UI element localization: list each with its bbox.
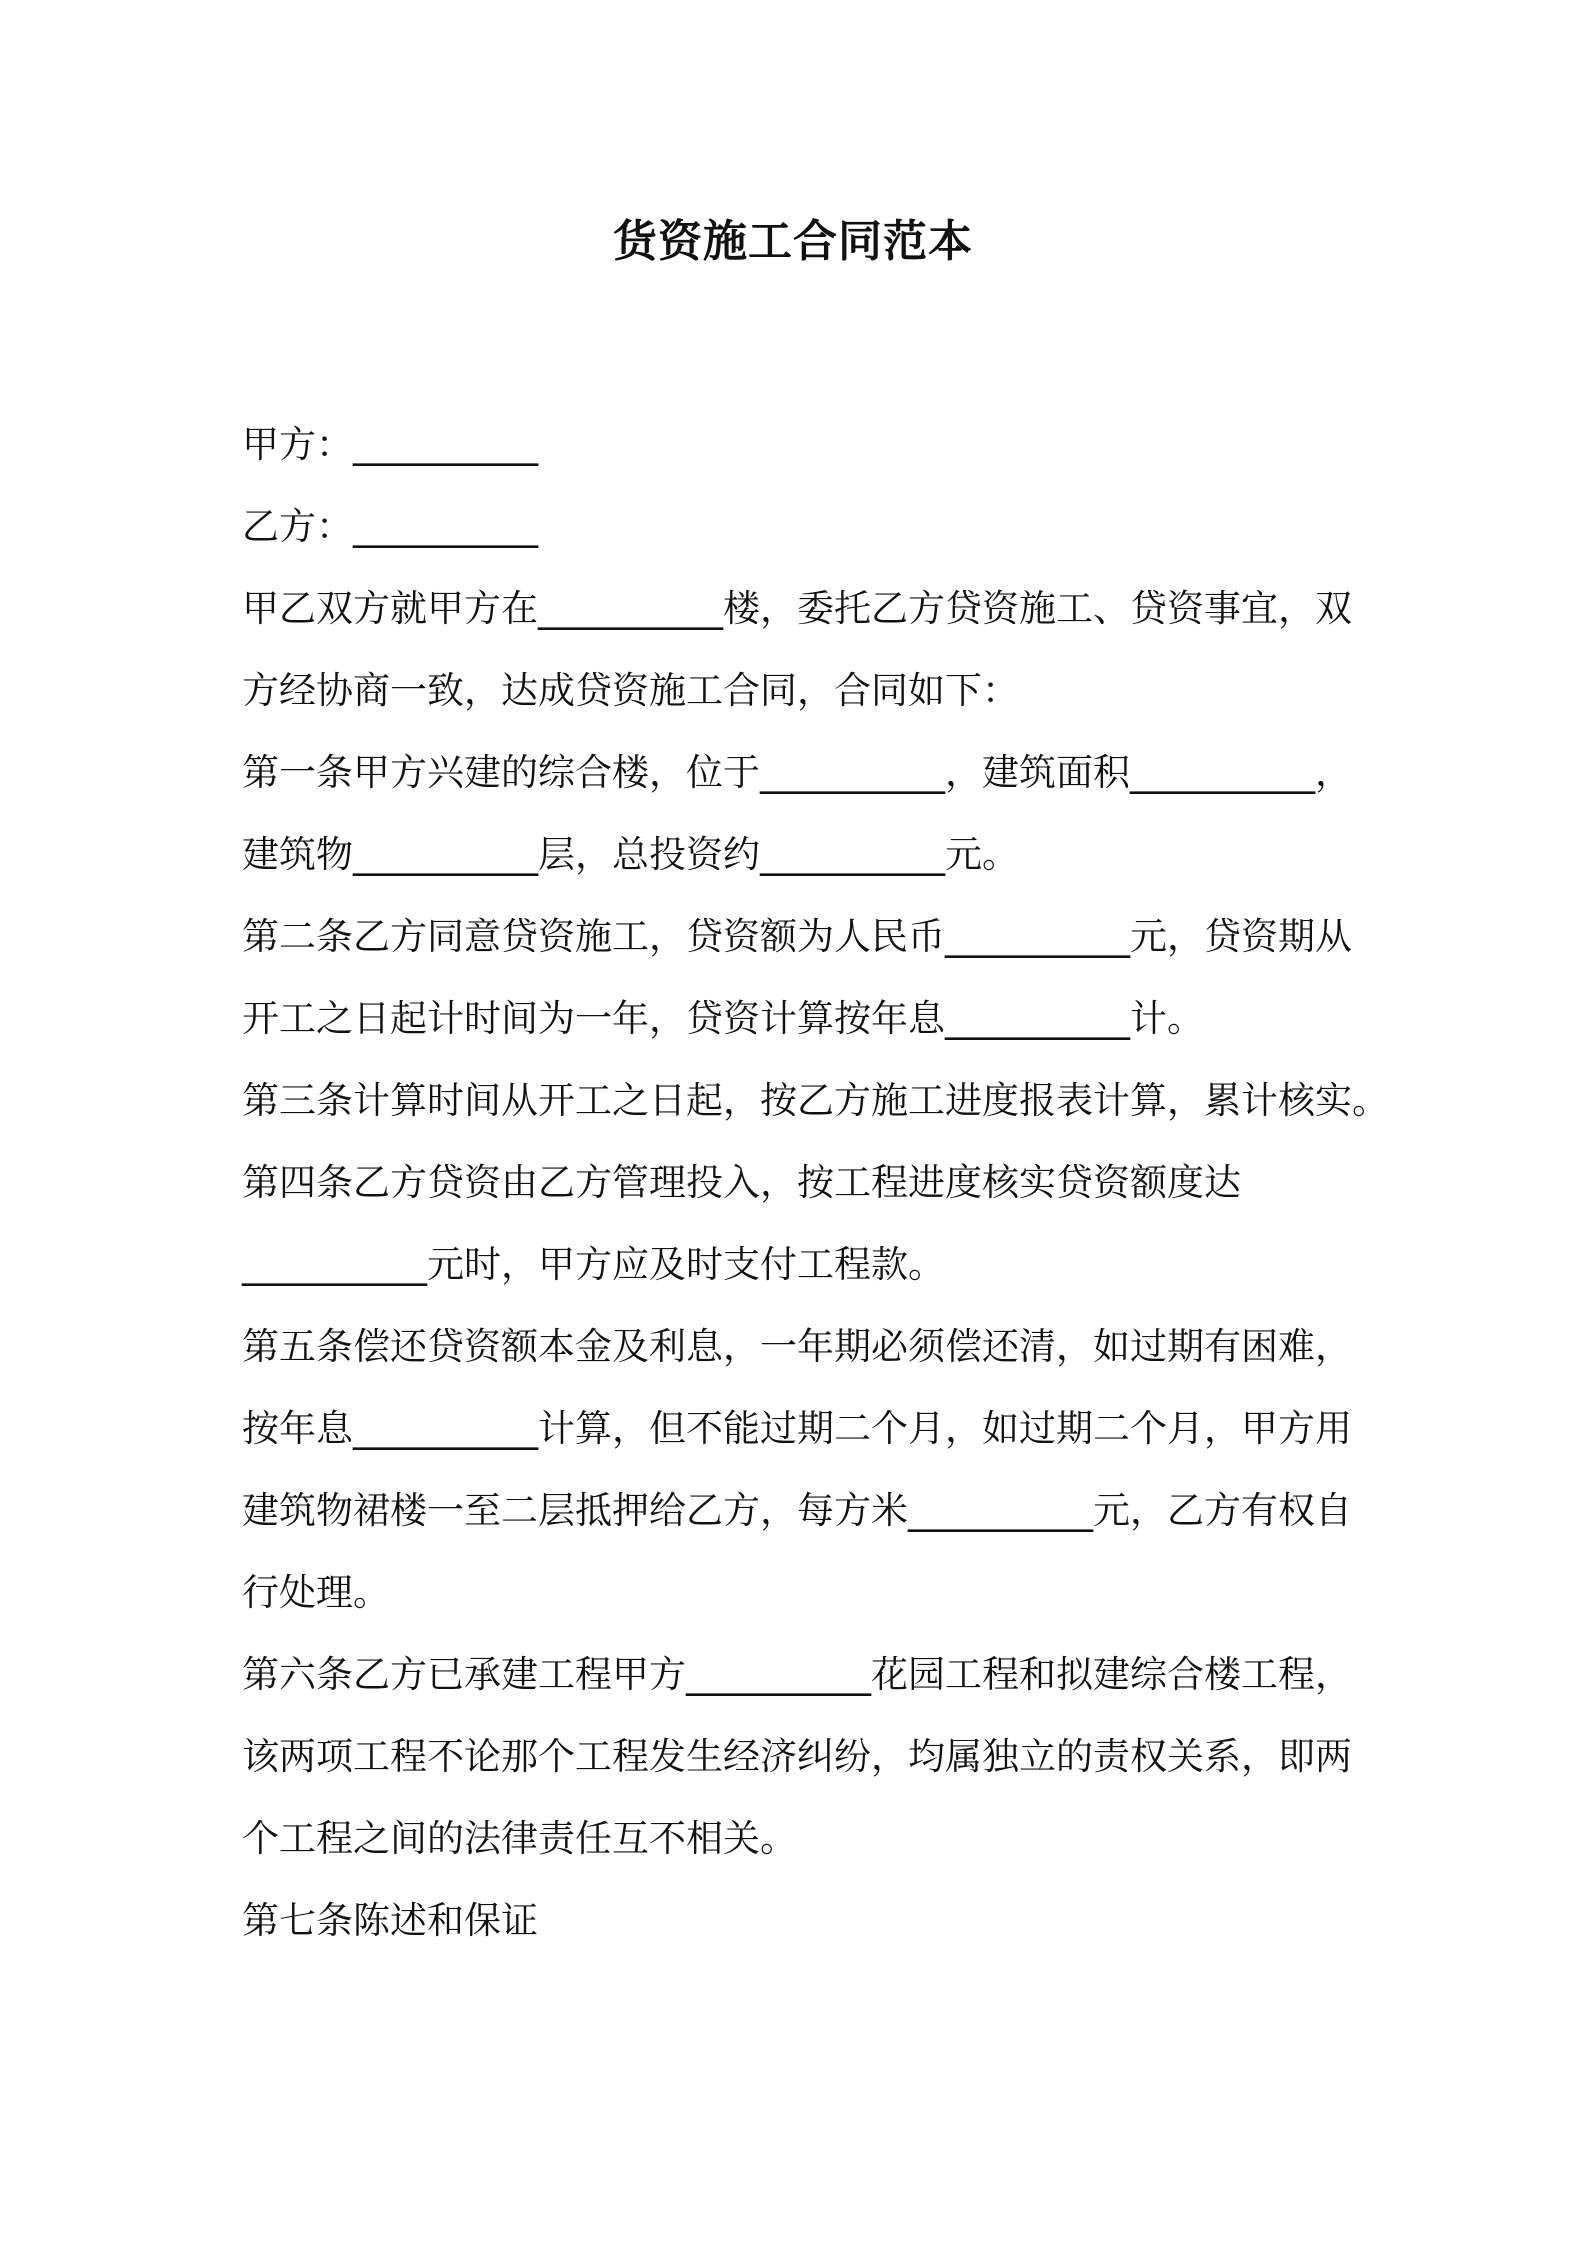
intro-line-2: 方经协商一致，达成贷资施工合同，合同如下：	[242, 669, 1019, 712]
article-5-line-1: 第五条偿还贷资额本金及利息，一年期必须偿还清，如过期有困难，	[242, 1325, 1352, 1368]
article-2-line-1: 第二条乙方同意贷资施工，贷资额为人民币__________元，贷资期从	[242, 915, 1352, 958]
article-1-line-2: 建筑物__________层，总投资约__________元。	[242, 833, 1019, 876]
article-3-line-1: 第三条计算时间从开工之日起，按乙方施工进度报表计算，累计核实。	[242, 1079, 1389, 1122]
article-7-heading: 第七条陈述和保证	[242, 1899, 538, 1942]
party-a-line: 甲方：__________	[242, 423, 538, 466]
article-5-line-2: 按年息__________计算，但不能过期二个月，如过期二个月，甲方用	[242, 1407, 1352, 1450]
article-5-line-4: 行处理。	[242, 1571, 390, 1614]
party-b-line: 乙方：__________	[242, 505, 538, 548]
article-4-line-1: 第四条乙方贷资由乙方管理投入，按工程进度核实贷资额度达	[242, 1161, 1241, 1204]
article-4-line-2: __________元时，甲方应及时支付工程款。	[242, 1243, 945, 1286]
article-1-line-1: 第一条甲方兴建的综合楼，位于__________，建筑面积__________，	[242, 751, 1352, 794]
article-6-line-3: 个工程之间的法律责任互不相关。	[242, 1817, 797, 1860]
article-5-line-3: 建筑物裙楼一至二层抵押给乙方，每方米__________元，乙方有权自	[242, 1489, 1352, 1532]
document-body	[242, 404, 1389, 1962]
article-6-line-1: 第六条乙方已承建工程甲方__________花园工程和拟建综合楼工程，	[242, 1653, 1352, 1696]
document-title: 货资施工合同范本	[613, 216, 973, 267]
article-2-line-2: 开工之日起计时间为一年，贷资计算按年息__________计。	[242, 997, 1204, 1040]
article-6-line-2: 该两项工程不论那个工程发生经济纠纷，均属独立的责权关系，即两	[242, 1735, 1352, 1778]
intro-line-1: 甲乙双方就甲方在__________楼，委托乙方贷资施工、贷资事宜，双	[242, 587, 1352, 630]
